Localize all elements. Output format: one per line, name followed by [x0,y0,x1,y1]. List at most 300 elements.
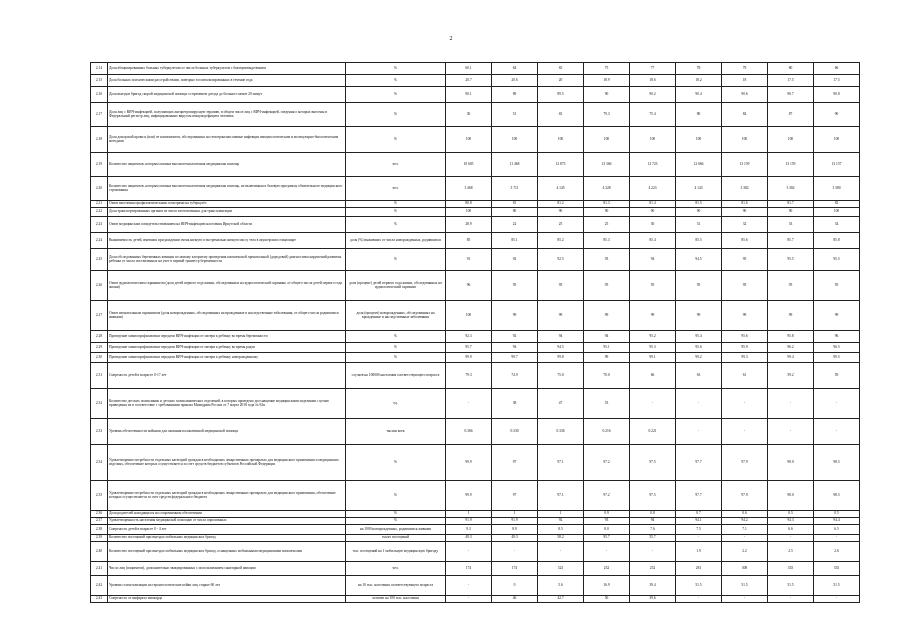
table-row [91,103,860,127]
unit-of-measure: тыс. посещений на 1 мобильную медицинскую бригаду [346,542,446,562]
value-cell: 81 [492,201,538,208]
value-cell: 97.7 [676,445,722,481]
value-cell: - [630,389,676,419]
value-cell: 90.4 [676,87,722,103]
value-cell: 81.5 [676,201,722,208]
value-cell: 13 159 [722,153,768,177]
value-cell: - [446,542,492,562]
value-cell: 2.2 [722,542,768,562]
unit-of-measure: % [346,208,446,217]
unit-of-measure: доля (%) выживших от числа новорожденных, родившихся [346,233,446,249]
value-cell: 99 [676,301,722,331]
value-cell: 46 [492,596,538,603]
value-cell: 89.5 [538,87,584,103]
unit-of-measure: % [346,518,446,525]
value-cell: 90.8 [814,87,860,103]
value-cell: 81.7 [768,201,814,208]
indicator-name: Доля лиц с ВИЧ-инфекцией, получающих антиретровирусную терапию, в общем числе лиц с ВИЧ-инфекцией, сведения о которых внесены в Федеральный регистр лиц, инфицированных вирусом иммунодефицита человека [108,103,346,127]
value-cell: 3 382 [768,177,814,201]
table-row [91,562,860,576]
value-cell: - [676,389,722,419]
indicator-name: Число лиц (пациентов), дополнительно эвакуированных с использованием санитарной авиации [108,562,346,576]
value-cell: 6.6 [768,525,814,535]
table-row [91,535,860,542]
row-number: 2.33 [91,419,108,445]
value-cell: 87 [768,103,814,127]
table-row [91,63,860,75]
value-cell: 95 [492,271,538,301]
value-cell: 61 [722,363,768,389]
value-cell: 97.2 [584,445,630,481]
value-cell: 59.2 [768,363,814,389]
value-cell: - [446,389,492,419]
row-number: 2.25 [91,249,108,271]
value-cell: 60.1 [446,63,492,75]
unit-of-measure: % [346,63,446,75]
value-cell: 95.6 [676,343,722,353]
value-cell: 51.5 [814,576,860,596]
unit-of-measure: % [346,353,446,363]
value-cell: 3 380 [814,177,860,201]
value-cell: 100 [768,127,814,153]
unit-of-measure: на 10 тыс. населения соответствующего возраста [346,576,446,596]
value-cell: 96 [446,271,492,301]
value-cell: 85.7 [768,233,814,249]
value-cell: 75.4 [630,103,676,127]
value-cell: 17.5 [814,75,860,87]
value-cell: 94 [538,331,584,343]
value-cell: 12 666 [676,153,722,177]
unit-of-measure: доля (процент) детей первого года жизни, обследованных на аудиологический скрининг [346,271,446,301]
value-cell: 0.6 [722,511,768,518]
value-cell: 4 328 [584,177,630,201]
value-cell: 99 [492,301,538,331]
value-cell: 3 711 [492,177,538,201]
indicator-name: Уровень госпитализации на геронтологические койки лиц старше 60 лет [108,576,346,596]
value-cell: 64 [492,63,538,75]
table-row [91,511,860,518]
value-cell: 97.9 [722,481,768,511]
table-row [91,301,860,331]
unit-of-measure: % [346,481,446,511]
value-cell: 95 [676,271,722,301]
value-cell: 4 145 [538,177,584,201]
row-number: 2.24 [91,233,108,249]
value-cell: 20.6 [492,75,538,87]
unit-of-measure: % [346,331,446,343]
unit-of-measure: % [346,87,446,103]
value-cell: 89 [492,87,538,103]
table-row [91,217,860,233]
value-cell: 51 [492,103,538,127]
value-cell: 12 723 [630,153,676,177]
value-cell: 100 [492,127,538,153]
row-number: 2.15 [91,75,108,87]
value-cell: 97.1 [538,481,584,511]
value-cell: 38 [492,389,538,419]
value-cell: 3 468 [446,177,492,201]
table-row [91,353,860,363]
value-cell: - [538,542,584,562]
table-row [91,153,860,177]
table-row [91,363,860,389]
value-cell: 49.3 [492,535,538,542]
value-cell: 12 873 [538,153,584,177]
row-number: 2.28 [91,331,108,343]
value-cell: 22 [492,217,538,233]
table-row [91,445,860,481]
value-cell: 95.3 [630,343,676,353]
value-cell: 99 [768,301,814,331]
value-cell: 99.1 [630,353,676,363]
row-number: 2.37 [91,518,108,525]
value-cell: 4 143 [676,177,722,201]
value-cell: 51.5 [768,576,814,596]
value-cell: 70.0 [584,363,630,389]
value-cell: 81.3 [584,201,630,208]
value-cell: 90 [538,208,584,217]
value-cell: 96 [814,331,860,343]
row-number: 2.31 [91,363,108,389]
indicator-name: Удовлетворение потребности отдельных категорий граждан в необходимых лекарственных препаратах для медицинского применения и медицинских изделиях, обеспечение которых осуществляется за счет средств бюджетов субъектов Российской Федерации [108,445,346,481]
value-cell: 96.2 [768,343,814,353]
indicator-name: Количество пациентов, которым оказана высокотехнологичная медицинская помощь, не включенная в базовую программу обязательного медицинского страхования [108,177,346,201]
row-number: 2.42 [91,576,108,596]
value-cell: - [446,576,492,596]
value-cell: 0.221 [630,419,676,445]
table-row [91,542,860,562]
value-cell: 79.3 [446,363,492,389]
value-cell: 97.2 [584,481,630,511]
value-cell: 85.3 [584,233,630,249]
value-cell: 3 382 [722,177,768,201]
indicator-name: Проведение химиопрофилактики передачи ВИЧ-инфекции от матери к ребенку во время беременности [108,331,346,343]
value-cell: 5.6 [538,576,584,596]
unit-of-measure: на 1000 новорожденных, родившихся живыми [346,525,446,535]
value-cell: 97.5 [630,481,676,511]
indicator-name: Проведение химиопрофилактики передачи ВИЧ-инфекции от матери к ребенку новорожденному [108,353,346,363]
value-cell: 58.2 [538,535,584,542]
table-row [91,208,860,217]
table-row [91,127,860,153]
value-cell: 100 [814,127,860,153]
value-cell: - [722,419,768,445]
row-number: 2.39 [91,535,108,542]
value-cell: 1 [538,511,584,518]
value-cell: 47 [538,389,584,419]
indicator-name: Доля родителей находящихся на сопрочненном обеспечении [108,511,346,518]
value-cell: - [676,419,722,445]
unit-of-measure: % [346,445,446,481]
value-cell: - [814,419,860,445]
value-cell: 99.9 [446,353,492,363]
value-cell: 100 [446,208,492,217]
table-row [91,249,860,271]
value-cell: 2.6 [814,542,860,562]
value-cell: 100 [722,127,768,153]
value-cell: 94 [492,343,538,353]
value-cell: - [722,535,768,542]
value-cell: 8.5 [538,525,584,535]
value-cell: 53 [584,389,630,419]
value-cell: 92 [492,249,538,271]
value-cell: 1.9 [676,542,722,562]
value-cell: 79 [722,63,768,75]
value-cell: 95 [768,271,814,301]
value-cell: 81.6 [722,201,768,208]
row-number: 2.23 [91,217,108,233]
value-cell: 75 [584,63,630,75]
unit-of-measure: ед. [346,389,446,419]
value-cell: 78 [676,63,722,75]
table-row [91,87,860,103]
value-cell: 90.6 [722,87,768,103]
unit-of-measure: % [346,127,446,153]
value-cell: 92 [538,518,584,525]
value-cell: 85.4 [630,233,676,249]
table-row [91,518,860,525]
value-cell: 90 [676,208,722,217]
value-cell: 95.6 [722,331,768,343]
indicator-name: Доля транспортированных органов из числа заготовленных для трансплантации [108,208,346,217]
row-number: 2.16 [91,87,108,103]
table-row [91,331,860,343]
value-cell: 85.8 [814,233,860,249]
table-row [91,177,860,201]
value-cell: 90 [722,208,768,217]
value-cell: 95.8 [768,331,814,343]
value-cell: 13 157 [814,153,860,177]
value-cell: 90.7 [768,87,814,103]
value-cell: 18.2 [676,75,722,87]
value-cell: 66 [630,363,676,389]
value-cell: 80 [768,63,814,75]
value-cell: 95.7 [446,343,492,353]
value-cell: 99.2 [676,353,722,363]
indicator-name: Смертность детей в возрасте 0 - 4 лет [108,525,346,535]
value-cell: 84 [722,103,768,127]
unit-of-measure: случаев на 100000 населения соответствующего возраста [346,363,446,389]
value-cell: 308 [722,562,768,576]
value-cell: - [446,596,492,603]
value-cell: 97.5 [630,445,676,481]
row-number: 2.18 [91,127,108,153]
value-cell: - [814,596,860,603]
value-cell: 335 [814,562,860,576]
value-cell: 75.0 [538,363,584,389]
value-cell: 174 [492,562,538,576]
value-cell: 94.5 [676,249,722,271]
value-cell: 18.9 [584,75,630,87]
row-number: 2.40 [91,542,108,562]
unit-of-measure: человек на 100 тыс. населения [346,596,446,603]
value-cell: 33 [768,217,814,233]
value-cell: 0.9 [584,511,630,518]
value-cell: 7.1 [722,525,768,535]
value-cell: - [814,535,860,542]
value-cell: 92 [492,331,538,343]
value-cell: 92.5 [538,249,584,271]
value-cell: - [584,542,630,562]
value-cell: 99 [814,301,860,331]
value-cell: 18 [722,75,768,87]
row-number: 2.36 [91,511,108,518]
indicator-name: Охват населения профилактическими осмотрами на туберкулёз [108,201,346,208]
value-cell: 6.5 [814,525,860,535]
value-cell: 174 [446,562,492,576]
value-cell: 79.3 [584,103,630,127]
unit-of-measure: % [346,343,446,353]
value-cell: 20.7 [446,75,492,87]
indicator-name: Доля обследованных беременных женщин по новому алгоритму проведения комплексной пренатальной (дородовой) диагностики нарушений развития ребенка от числа поставленных на учет в первый триместр беременности [108,249,346,271]
value-cell: 100 [584,127,630,153]
value-cell: 90 [584,208,630,217]
value-cell: 1 [492,511,538,518]
value-cell: 0.216 [584,419,630,445]
value-cell: 99.9 [446,445,492,481]
row-number: 2.26 [91,271,108,301]
value-cell: 55.7 [630,535,676,542]
table-row [91,389,860,419]
value-cell: 13 159 [768,153,814,177]
value-cell: 97 [492,445,538,481]
indicator-name: Доля донорской крови и (или) ее компонентов, обследованных на гемотрансмиссивные инфекции иммунологическим и молекулярно-биологическим методами [108,127,346,153]
value-cell: 13 366 [584,153,630,177]
value-cell: 98.5 [814,481,860,511]
row-number: 2.43 [91,596,108,603]
value-cell: 0 [492,576,538,596]
row-number: 2.22 [91,208,108,217]
unit-of-measure: чел. [346,562,446,576]
value-cell: 98.0 [768,445,814,481]
value-cell: 95.7 [584,535,630,542]
value-cell: 99 [584,353,630,363]
value-cell: 17.5 [768,75,814,87]
value-cell: 95 [630,271,676,301]
value-cell: - [814,389,860,419]
value-cell: 97.1 [538,445,584,481]
indicator-name: Охват аудиологическим скринингом (доля детей первого года жизни, обследованных на аудиологический скрининг, от общего числа детей первого года жизни) [108,271,346,301]
value-cell: - [722,596,768,603]
value-cell: 4 223 [630,177,676,201]
unit-of-measure: тысяча коек [346,419,446,445]
value-cell: 28.9 [446,217,492,233]
value-cell: 94.4 [814,518,860,525]
value-cell: 81.4 [630,201,676,208]
value-cell: 95.1 [584,343,630,353]
value-cell: 74.9 [492,363,538,389]
indicator-name: Уровень обеспеченности койками для оказания паллиативной медицинской помощи [108,419,346,445]
value-cell: 20 [538,75,584,87]
value-cell: - [676,535,722,542]
value-cell: 99.8 [538,353,584,363]
table-row [91,343,860,353]
value-cell: - [768,419,814,445]
value-cell: 80.8 [446,201,492,208]
value-cell: - [630,542,676,562]
value-cell: 85.1 [492,233,538,249]
value-cell: 66 [814,63,860,75]
value-cell: 99.4 [768,353,814,363]
value-cell: 0.7 [676,511,722,518]
value-cell: 95 [584,271,630,301]
value-cell: 56 [584,596,630,603]
indicator-name: Удовлетворение потребности отдельных категорий граждан в необходимых лекарственных препаратах для медицинского применения, обеспечение которых осуществляется за счет средств федерального бюджета [108,481,346,511]
indicator-name: Проведение химиопрофилактики передачи ВИЧ-инфекции от матери к ребенку во время родов [108,343,346,353]
value-cell: 95.5 [768,249,814,271]
row-number: 2.20 [91,177,108,201]
table-row [91,525,860,535]
indicators-table-body [91,63,860,603]
row-number: 2.38 [91,525,108,535]
value-cell: 99.3 [722,353,768,363]
value-cell: 281 [676,562,722,576]
value-cell: 7.6 [630,525,676,535]
value-cell: 1 [446,511,492,518]
value-cell: 0.5 [768,511,814,518]
unit-of-measure: чел. [346,177,446,201]
unit-of-measure: тысяч посещений [346,535,446,542]
value-cell: 18.6 [630,75,676,87]
value-cell: 90.1 [446,87,492,103]
value-cell: 80 [492,208,538,217]
value-cell: 91.9 [446,518,492,525]
value-cell: - [768,535,814,542]
value-cell: 0.5 [814,511,860,518]
value-cell: 32 [722,217,768,233]
value-cell: 0.8 [630,511,676,518]
value-cell: 85.2 [538,233,584,249]
unit-of-measure: % [346,75,446,87]
value-cell: 94.2 [722,518,768,525]
table-row [91,201,860,208]
indicator-name: Смертность детей в возрасте 0-17 лет [108,363,346,389]
value-cell: 94 [584,331,630,343]
value-cell: 42.7 [538,596,584,603]
value-cell: 97 [492,481,538,511]
row-number: 2.34 [91,445,108,481]
indicator-name: Доля больных психическими расстройствами, повторно госпитализированных в течение года [108,75,346,87]
value-cell: 95.9 [722,343,768,353]
value-cell: 0.366 [446,419,492,445]
value-cell: 11 468 [492,153,538,177]
value-cell: 100 [538,127,584,153]
indicator-name: Удовлетворенность населения медицинской помощью от числа опрошенных [108,518,346,525]
value-cell: 81.2 [538,201,584,208]
value-cell: 92.3 [446,331,492,343]
value-cell: 51.5 [676,576,722,596]
value-cell: 91 [446,249,492,271]
value-cell: 8.9 [492,525,538,535]
indicator-name: Количество посещений при выездах мобильных медицинских бригад [108,535,346,542]
value-cell: 94.5 [538,343,584,353]
value-cell: 65 [538,103,584,127]
value-cell: 51.5 [722,576,768,596]
row-number: 2.32 [91,389,108,419]
table-row [91,596,860,603]
indicator-name: Доля абацилированных больных туберкулезом от числа больных туберкулезом с бактериовыделением [108,63,346,75]
value-cell: 9.3 [446,525,492,535]
unit-of-measure: % [346,103,446,127]
value-cell: 95.5 [814,249,860,271]
indicator-name: Количество детских поликлиник и детских поликлинических отделений, в которых проведено дооснащение медицинскими изделиями с целью приведения их в соответствие с требованиями приказа Минздрава России от 7 марта 2018 года № 92н [108,389,346,419]
value-cell: 0.330 [492,419,538,445]
value-cell: 95 [538,271,584,301]
value-cell: 97.7 [676,481,722,511]
value-cell: 100 [814,208,860,217]
value-cell: 94 [630,249,676,271]
value-cell: 30 [630,217,676,233]
